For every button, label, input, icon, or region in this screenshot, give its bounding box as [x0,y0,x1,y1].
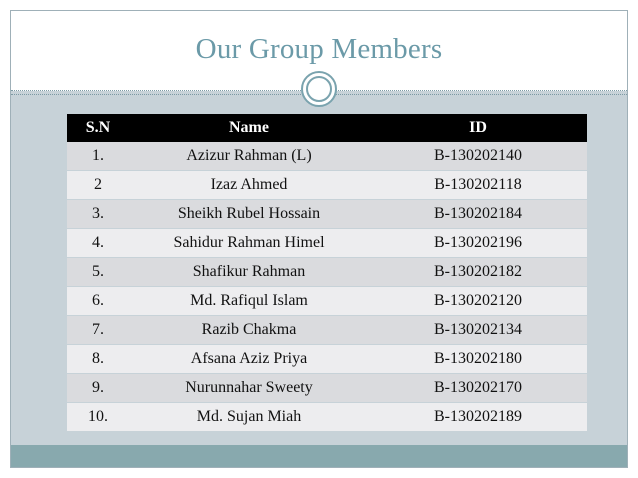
cell-name: Afsana Aziz Priya [129,345,369,374]
cell-sn: 8. [67,345,129,374]
cell-sn: 6. [67,287,129,316]
table-row [67,374,587,403]
cell-id: B-130202182 [369,258,587,287]
slide [10,10,628,468]
cell-id: B-130202184 [369,200,587,229]
cell-sn: 2 [67,171,129,200]
cell-name: Md. Sujan Miah [129,403,369,432]
cell-name: Shafikur Rahman [129,258,369,287]
cell-name: Sheikh Rubel Hossain [129,200,369,229]
circle-ornament-icon [301,71,337,107]
cell-id: B-130202189 [369,403,587,432]
table-row [67,287,587,316]
cell-sn: 3. [67,200,129,229]
table-row [67,200,587,229]
cell-id: B-130202170 [369,374,587,403]
cell-sn: 7. [67,316,129,345]
column-header-sn: S.N [67,114,129,142]
table-row [67,229,587,258]
table-row [67,142,587,171]
table-row [67,403,587,432]
cell-name: Azizur Rahman (L) [129,142,369,171]
column-header-id: ID [369,114,587,142]
cell-id: B-130202180 [369,345,587,374]
cell-name: Nurunnahar Sweety [129,374,369,403]
cell-name: Razib Chakma [129,316,369,345]
cell-id: B-130202140 [369,142,587,171]
cell-sn: 5. [67,258,129,287]
cell-sn: 4. [67,229,129,258]
cell-name: Izaz Ahmed [129,171,369,200]
table-row [67,258,587,287]
cell-sn: 10. [67,403,129,432]
cell-name: Sahidur Rahman Himel [129,229,369,258]
cell-id: B-130202196 [369,229,587,258]
table-header-row [67,114,587,142]
cell-id: B-130202134 [369,316,587,345]
cell-sn: 9. [67,374,129,403]
table-row [67,316,587,345]
cell-sn: 1. [67,142,129,171]
table-row [67,171,587,200]
cell-id: B-130202120 [369,287,587,316]
column-header-name: Name [129,114,369,142]
slide-title: Our Group Members [195,33,443,65]
table-row [67,345,587,374]
footer-bar [11,445,627,467]
members-table [67,114,587,432]
cell-name: Md. Rafiqul Islam [129,287,369,316]
cell-id: B-130202118 [369,171,587,200]
